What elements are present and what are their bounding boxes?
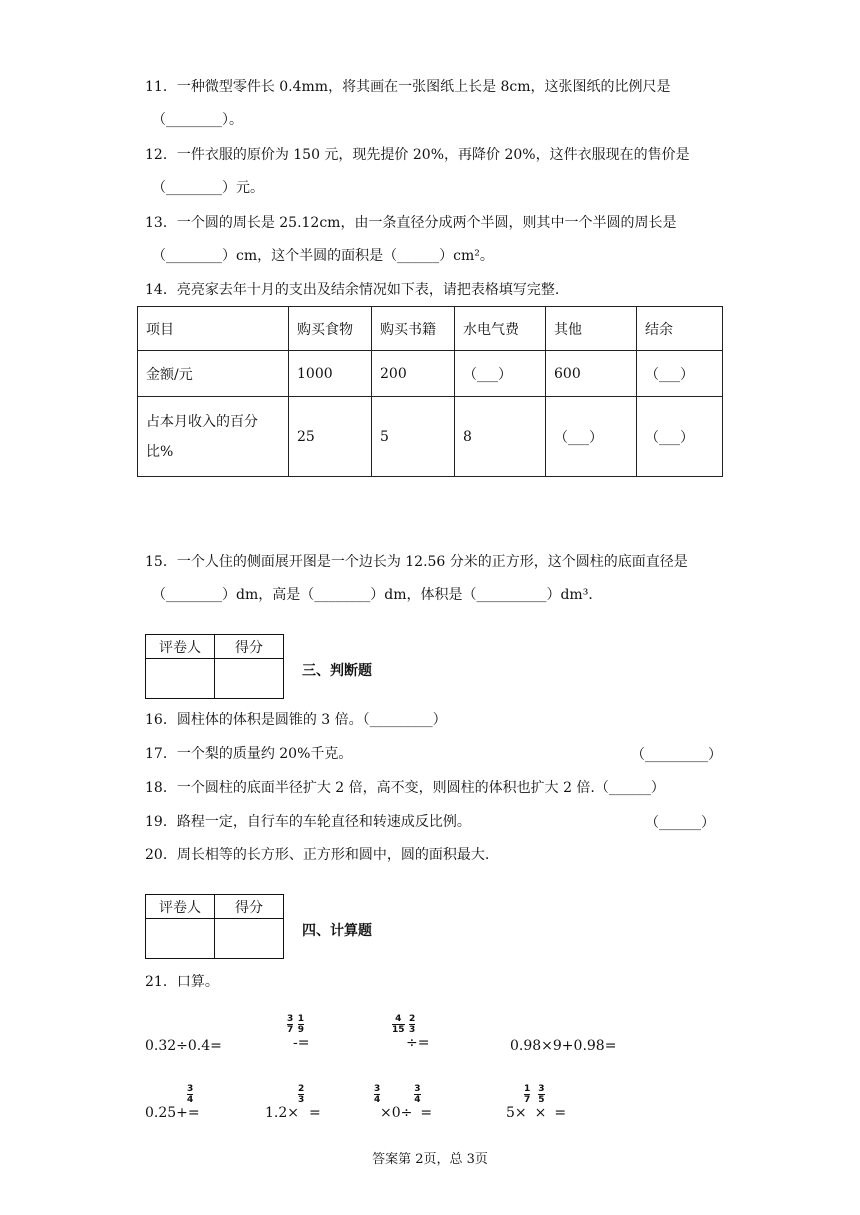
question-19: 19．路程一定，自行车的车轮直径和转速成反比例。 xyxy=(145,814,471,830)
score-box xyxy=(145,634,284,699)
question-13-line1: 13．一个圆的周长是 25.12cm，由一条直径分成两个半圆，则其中一个半圆的周长是 xyxy=(145,215,677,231)
expression-mid: ×0÷ xyxy=(380,1105,413,1121)
table-cell: 结余 xyxy=(637,307,723,351)
question-15-line1: 15．一个人住的侧面展开图是一个边长为 12.56 分米的正方形，这个圆柱的底面直径是 xyxy=(145,554,688,570)
table-cell: （___） xyxy=(455,351,546,397)
reviewer-cell xyxy=(146,659,215,699)
reviewer-label: 评卷人 xyxy=(146,895,215,919)
question-17-blank: （_________） xyxy=(631,747,722,763)
calc-item-4: 0.98×9+0.98= xyxy=(510,1038,617,1054)
page-footer: 答案第 2页，总 3页 xyxy=(372,1152,488,1167)
question-17: 17．一个梨的质量约 20%千克。 xyxy=(145,746,353,762)
table-cell: 其他 xyxy=(546,307,637,351)
section-title-judgment: 三、判断题 xyxy=(302,663,372,679)
table-cell xyxy=(138,397,289,477)
expression-tail: -= xyxy=(293,1035,310,1051)
table-cell: 水电气费 xyxy=(455,307,546,351)
question-13-line2: （________）cm，这个半圆的面积是（______）cm²。 xyxy=(152,248,494,264)
calc-item-8 xyxy=(506,1084,566,1121)
score-label: 得分 xyxy=(215,895,284,919)
question-15-line2: （________）dm，高是（________）dm，体积是（__________）dm³． xyxy=(152,587,603,603)
question-16: 16．圆柱体的体积是圆锥的 3 倍。（_________） xyxy=(145,712,447,728)
fraction: $\frac{2}{3}$ xyxy=(408,1014,416,1035)
fraction: $\frac{3}{5}$ xyxy=(538,1084,545,1105)
expression-mid: × xyxy=(534,1105,547,1121)
fraction: $\frac{2}{3}$ xyxy=(298,1084,305,1105)
row-label-part: 比% xyxy=(146,443,174,460)
question-19-blank: （______） xyxy=(645,815,715,831)
calc-item-2 xyxy=(287,1014,309,1051)
expression-head: 1.2× xyxy=(265,1105,299,1121)
fraction: $\frac{1}{9}$ xyxy=(297,1014,304,1035)
table-cell: 25 xyxy=(289,397,372,477)
row-label-part: 占本月收入的百分 xyxy=(146,413,258,430)
expression-tail: = xyxy=(554,1105,567,1121)
table-cell: 200 xyxy=(372,351,455,397)
reviewer-cell xyxy=(146,919,215,959)
table-cell: 1000 xyxy=(289,351,372,397)
calc-item-6 xyxy=(265,1084,321,1121)
fraction: $\frac{1}{7}$ xyxy=(524,1084,531,1105)
fraction: $\frac{3}{4}$ xyxy=(187,1084,194,1105)
expression-tail: = xyxy=(309,1105,321,1121)
fraction: $\frac{3}{4}$ xyxy=(374,1084,381,1105)
question-20: 20．周长相等的长方形、正方形和圆中，圆的面积最大. xyxy=(145,847,490,863)
table-cell: （___） xyxy=(637,397,723,477)
calc-item-7 xyxy=(374,1084,432,1121)
score-cell xyxy=(215,659,284,699)
question-21: 21．口算。 xyxy=(145,974,219,990)
fraction: $\frac{4}{15}$ xyxy=(392,1014,405,1035)
table-cell: 购买食物 xyxy=(289,307,372,351)
table-cell: 购买书籍 xyxy=(372,307,455,351)
question-18: 18．一个圆柱的底面半径扩大 2 倍，高不变，则圆柱的体积也扩大 2 倍.（______） xyxy=(145,780,665,796)
expense-table xyxy=(137,306,723,477)
table-row xyxy=(138,397,723,477)
expression-tail: = xyxy=(187,1105,200,1121)
expression-head: 0.25+ xyxy=(145,1105,188,1121)
score-label: 得分 xyxy=(215,635,284,659)
table-header-row xyxy=(138,307,723,351)
question-11-line2: （________）。 xyxy=(152,112,243,128)
calc-item-5 xyxy=(145,1084,200,1121)
score-cell xyxy=(215,919,284,959)
table-cell: 600 xyxy=(546,351,637,397)
score-box xyxy=(145,894,284,959)
fraction: $\frac{3}{4}$ xyxy=(414,1084,421,1105)
question-11-line1: 11．一种微型零件长 0.4mm，将其画在一张图纸上长是 8cm，这张图纸的比例尺是 xyxy=(145,79,671,95)
table-cell: 5 xyxy=(372,397,455,477)
table-cell: （___） xyxy=(546,397,637,477)
section-title-calculation: 四、计算题 xyxy=(302,923,372,939)
table-cell: 金额/元 xyxy=(138,351,289,397)
question-14: 14．亮亮家去年十月的支出及结余情况如下表，请把表格填写完整. xyxy=(145,282,560,298)
question-12-line1: 12．一件衣服的原价为 150 元，现先提价 20%，再降价 20%，这件衣服现在的售价是 xyxy=(145,147,690,163)
calc-item-3 xyxy=(392,1014,429,1051)
expression-tail: = xyxy=(420,1105,433,1121)
reviewer-label: 评卷人 xyxy=(146,635,215,659)
question-12-line2: （________）元。 xyxy=(152,180,264,196)
expression-tail: ÷= xyxy=(406,1035,430,1051)
calc-item-1: 0.32÷0.4= xyxy=(145,1038,222,1054)
fraction: $\frac{3}{7}$ xyxy=(287,1014,294,1035)
expression-head: 5× xyxy=(506,1105,527,1121)
table-cell: 项目 xyxy=(138,307,289,351)
table-row xyxy=(138,351,723,397)
table-cell: （___） xyxy=(637,351,723,397)
table-cell: 8 xyxy=(455,397,546,477)
